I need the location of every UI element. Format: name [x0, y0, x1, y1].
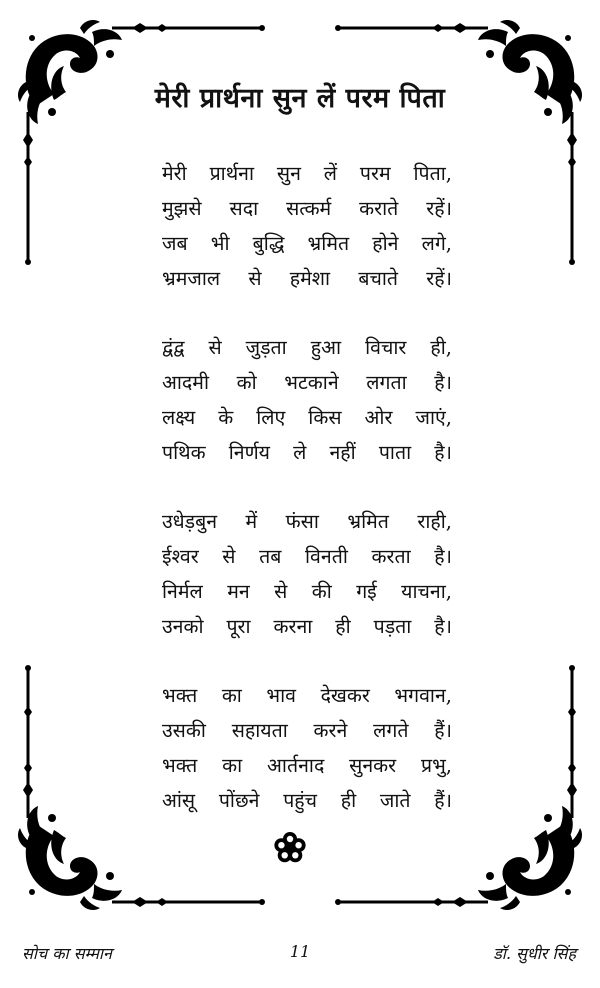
stanza	[162, 330, 452, 470]
poem-line: पथिक निर्णय ले नहीं पाता है।	[162, 441, 452, 464]
poem-line: लक्ष्य के लिए किस ओर जाएं,	[162, 406, 452, 429]
poem-line: ईश्वर से तब विनती करता है।	[162, 545, 452, 568]
poem-line: आदमी को भटकाने लगता है।	[162, 371, 452, 394]
stanza	[162, 678, 452, 818]
poem-line: मेरी प्रार्थना सुन लें परम पिता,	[162, 162, 452, 185]
poem-title: मेरी प्रार्थना सुन लें परम पिता	[154, 83, 446, 114]
poem-line: उनको पूरा करना ही पड़ता है।	[162, 615, 452, 638]
poem-line: मुझसे सदा सत्कर्म कराते रहें।	[162, 197, 452, 220]
corner-ornament-bottom-left	[18, 806, 122, 910]
poem-line: भक्त का आर्तनाद सुनकर प्रभु,	[162, 754, 452, 777]
stanza	[162, 504, 452, 644]
poem-line: उधेड़बुन में फंसा भ्रमित राही,	[162, 510, 452, 533]
page-number: 11	[289, 942, 311, 961]
poem-line: द्वंद्व से जुड़ता हुआ विचार ही,	[162, 336, 452, 359]
poem-line: निर्मल मन से की गई याचना,	[162, 580, 452, 603]
flower-icon	[272, 830, 308, 866]
poem-line: भ्रमजाल से हमेशा बचाते रहें।	[162, 267, 452, 290]
page-footer	[0, 938, 600, 968]
author-name: डॉ. सुधीर सिंह	[493, 944, 576, 963]
poem-line: जब भी बुद्धि भ्रमित होने लगे,	[162, 232, 452, 255]
poem-line: उसकी सहायता करने लगते हैं।	[162, 719, 452, 742]
poem-line: आंसू पोंछने पहुंच ही जाते हैं।	[162, 789, 452, 812]
corner-ornament-bottom-right	[478, 806, 582, 910]
poem-line: भक्त का भाव देखकर भगवान,	[162, 684, 452, 707]
book-title: सोच का सम्मान	[22, 944, 112, 963]
stanza	[162, 156, 452, 296]
poem-body	[162, 156, 452, 852]
